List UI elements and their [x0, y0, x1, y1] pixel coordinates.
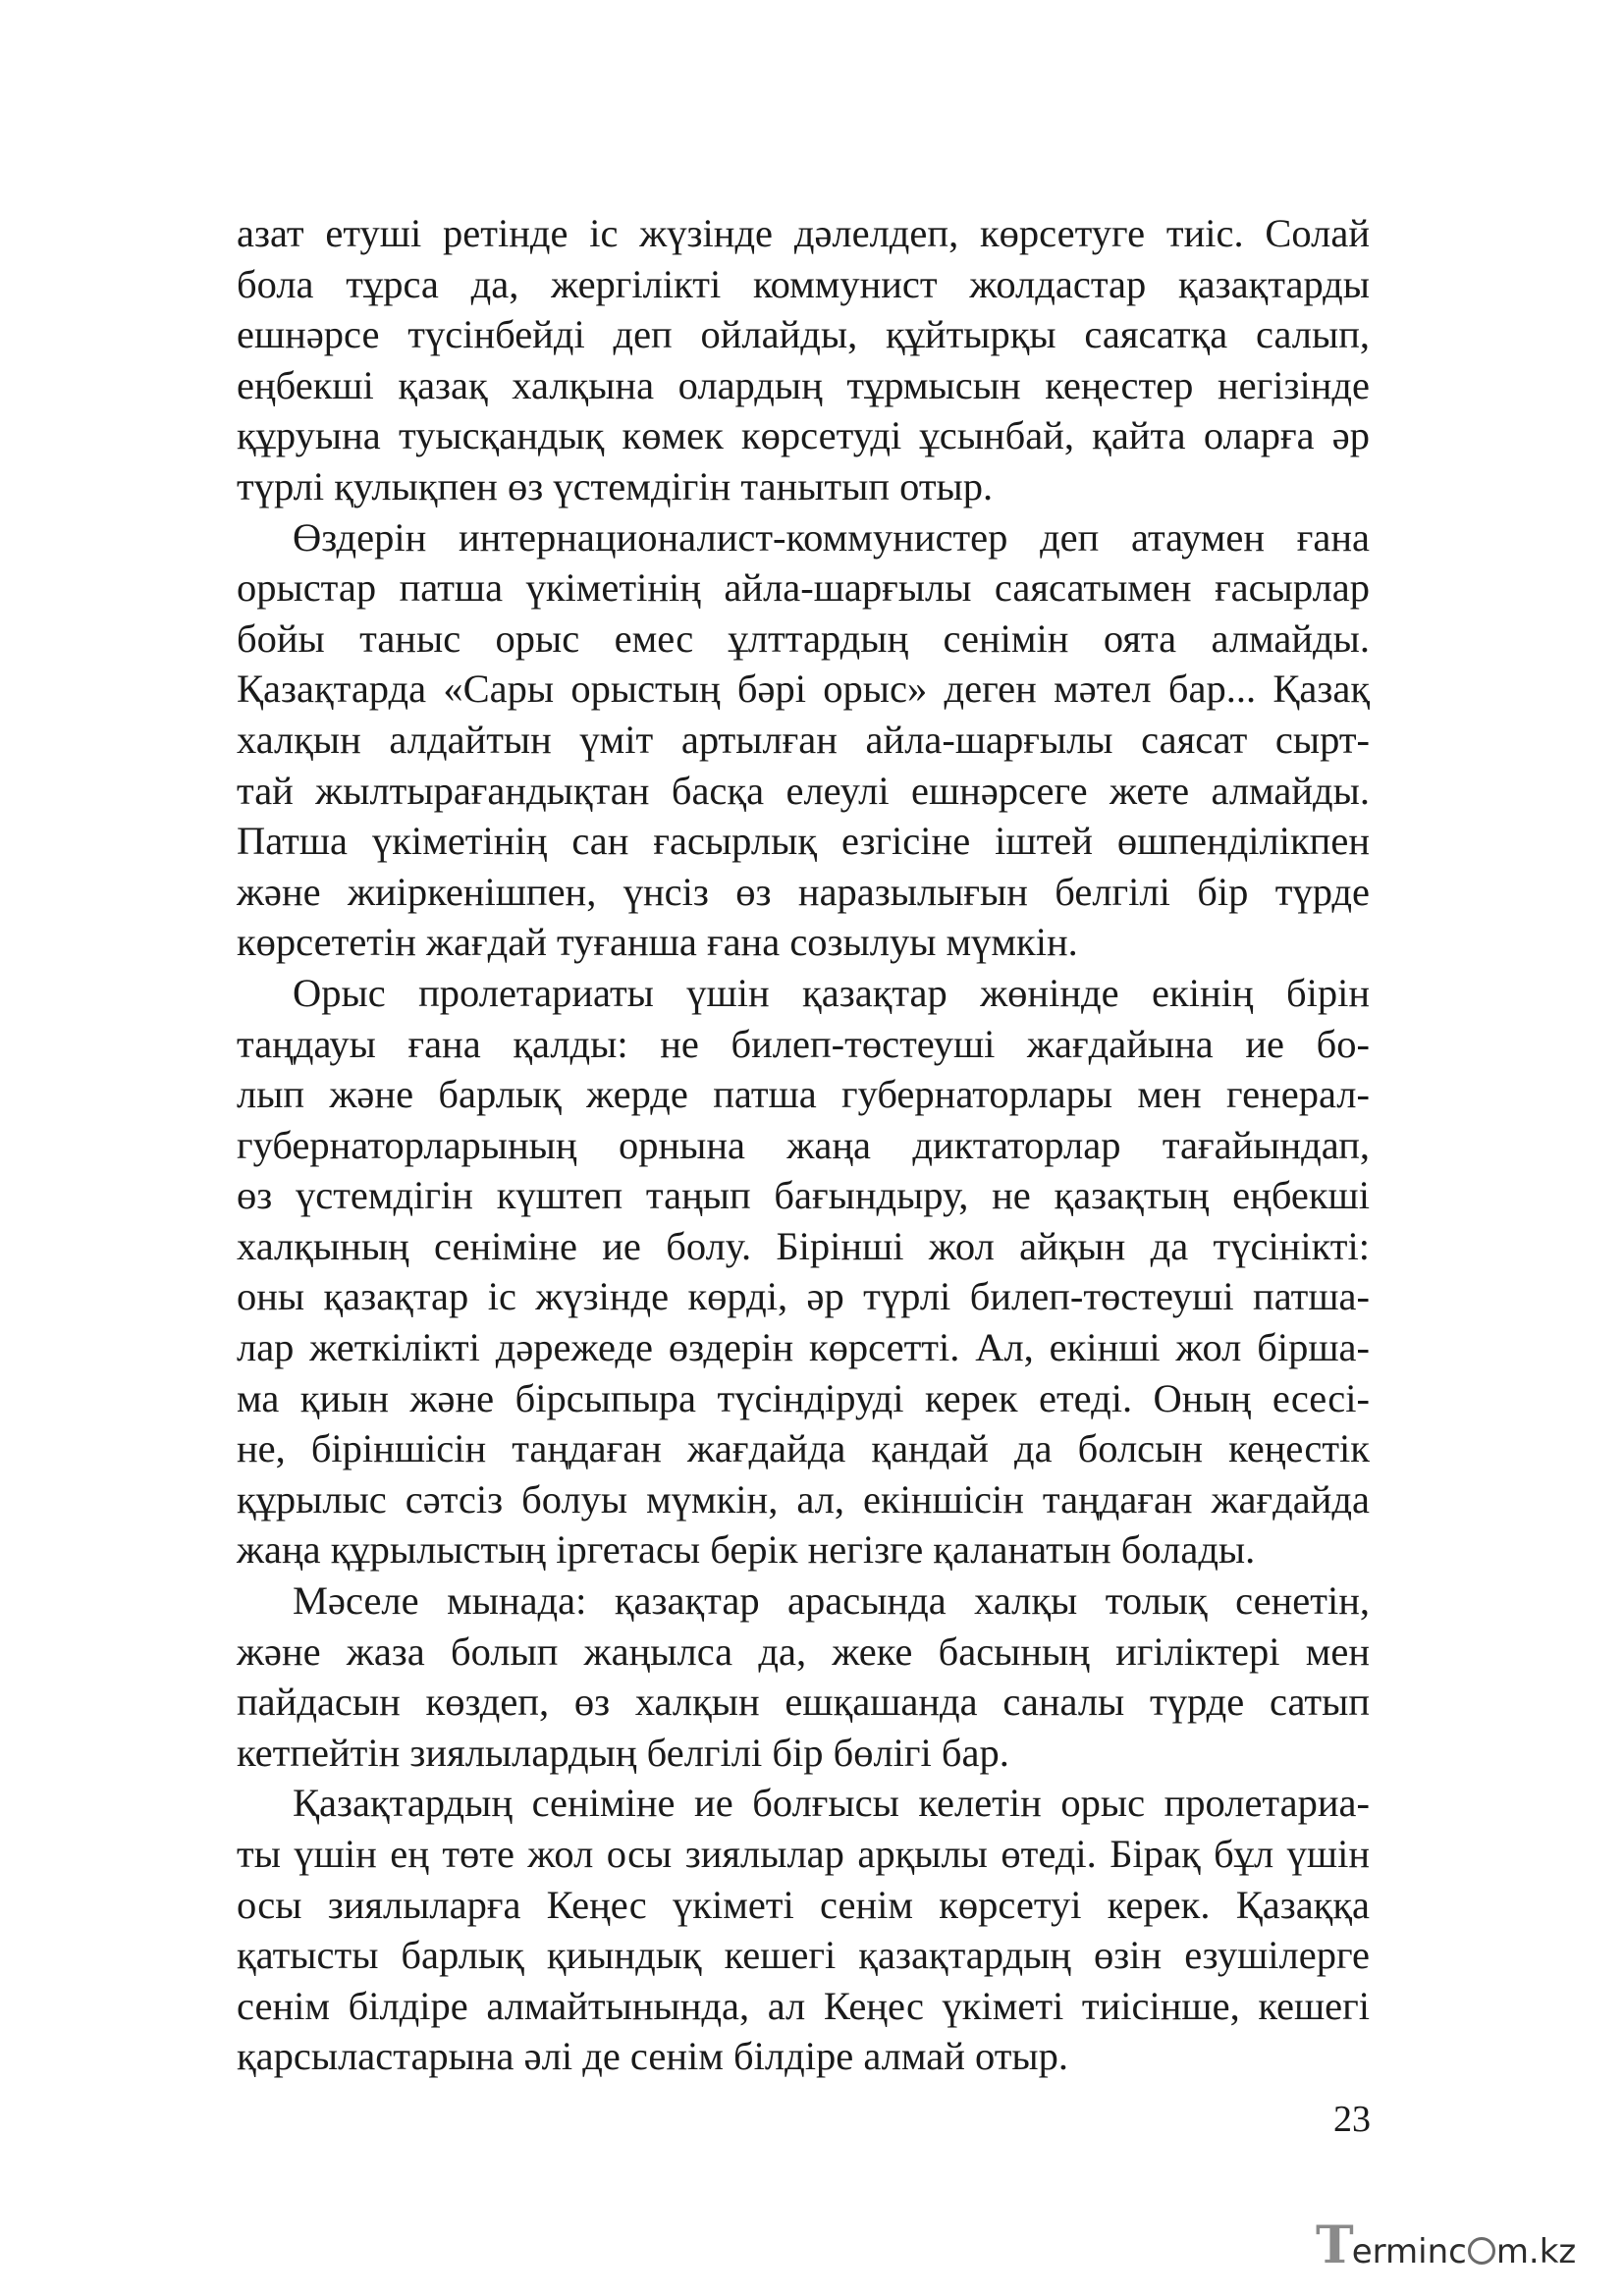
text-line: осы зиялыларға Кеңес үкіметі сенім көрсетуі керек. Қазаққа	[237, 1882, 1370, 1927]
text-line: Қазақтарда «Сары орыстың бәрі орыс» деген мәтел бар... Қазақ	[237, 667, 1370, 712]
text-line: таңдауы ғана қалды: не билеп-төстеуші жағдайына ие бо-	[237, 1021, 1370, 1066]
text-line: Орыс пролетариаты үшін қазақтар жөнінде екінің бірін	[293, 970, 1370, 1015]
text-line: Өздерін интернационалист-коммунистер деп атаумен ғана	[293, 514, 1370, 560]
text-line: Қазақтардың сеніміне ие болғысы келетін орыс пролетариа-	[293, 1781, 1370, 1826]
paragraph	[237, 512, 1370, 968]
text-line: пайдасын көздеп, өз халқын ешқашанда саналы түрде сатып	[237, 1680, 1370, 1725]
text-line: қатысты барлық қиындық кешегі қазақтардың өзін езушілерге	[237, 1933, 1370, 1978]
text-line: губернаторларының орнына жаңа диктаторлар тағайындап,	[237, 1122, 1370, 1167]
text-line: оны қазақтар іс жүзінде көрді, әр түрлі билеп-төстеуші патша-	[237, 1274, 1370, 1319]
text-line: жаңа құрылыстың іргетасы берік негізге қаланатын болады.	[237, 1527, 1256, 1573]
text-line: халқының сеніміне ие болу. Бірінші жол айқын да түсінікті:	[237, 1223, 1370, 1268]
body-text	[237, 208, 1370, 2082]
text-line: ешнәрсе түсінбейді деп ойлайды, құйтырқы саясатқа салып,	[237, 312, 1370, 357]
watermark-logo	[1316, 2216, 1610, 2275]
text-line: тай жылтырағандықтан басқа елеулі ешнәрсеге жете алмайды.	[237, 768, 1370, 813]
text-line: құрылыс сәтсіз болуы мүмкін, ал, екіншісін таңдаған жағдайда	[237, 1476, 1370, 1522]
paragraph	[237, 1575, 1370, 1778]
text-line: азат етуші ретінде іс жүзінде дәлелдеп, көрсетуге тиіс. Солай	[237, 211, 1370, 255]
page-number: 23	[1333, 2099, 1371, 2140]
text-line: халқын алдайтын үміт артылған айла-шарғылы саясат сырт-	[237, 717, 1370, 762]
text-line: лар жеткілікті дәрежеде өздерін көрсетті. Ал, екінші жол бірша-	[237, 1325, 1370, 1370]
text-line: және жиіркенішпен, үнсіз өз наразылығын белгілі бір түрде	[237, 869, 1370, 914]
watermark-letter: T	[1316, 2216, 1354, 2275]
text-line: не, біріншісін таңдаған жағдайда қандай да болсын кеңестік	[237, 1426, 1370, 1471]
text-line: құруына туысқандық көмек көрсетуді ұсынбай, қайта оларға әр	[237, 413, 1370, 458]
text-line: еңбекші қазақ халқына олардың тұрмысын кеңестер негізінде	[237, 362, 1370, 407]
text-line: лып және барлық жерде патша губернаторлары мен генерал-	[237, 1072, 1370, 1117]
text-line: бойы таныс орыс емес ұлттардың сенімін оята алмайды.	[237, 615, 1370, 661]
paragraph	[237, 1778, 1370, 2082]
watermark-circle-icon	[1468, 2237, 1495, 2265]
text-line: Мәселе мынада: қазақтар арасында халқы толық сенетін,	[293, 1578, 1370, 1624]
text-line: түрлі қулықпен өз үстемдігін танытып отыр.	[237, 463, 994, 508]
text-line: қарсыластарына әлі де сенім білдіре алмай отыр.	[237, 2034, 1068, 2079]
text-line: сенім білдіре алмайтынында, ал Кеңес үкіметі тиісінше, кешегі	[237, 1983, 1370, 2028]
watermark-text-start: erminc	[1351, 2232, 1467, 2271]
text-line: ма қиын және бірсыпыра түсіндіруді керек етеді. Оның есесі-	[237, 1375, 1370, 1420]
text-line: кетпейтін зиялылардың белгілі бір бөлігі бар.	[237, 1730, 1009, 1775]
text-line: ты үшін ең төте жол осы зиялылар арқылы өтеді. Бірақ бұл үшін	[237, 1832, 1370, 1876]
watermark-text-end: m.kz	[1495, 2232, 1577, 2271]
text-line: өз үстемдігін күштеп таңып бағындыру, не қазақтың еңбекші	[237, 1173, 1370, 1218]
text-line: көрсететін жағдай туғанша ғана созылуы мүмкін.	[237, 920, 1078, 965]
paragraph	[237, 208, 1370, 512]
text-line: орыстар патша үкіметінің айла-шарғылы саясатымен ғасырлар	[237, 565, 1370, 611]
text-line: және жаза болып жаңылса да, жеке басының игіліктері мен	[237, 1629, 1370, 1674]
text-line: Патша үкіметінің сан ғасырлық езгісіне іштей өшпенділікпен	[237, 819, 1370, 864]
text-line: бола тұрса да, жергілікті коммунист жолдастар қазақтарды	[237, 261, 1370, 306]
paragraph	[237, 968, 1370, 1575]
